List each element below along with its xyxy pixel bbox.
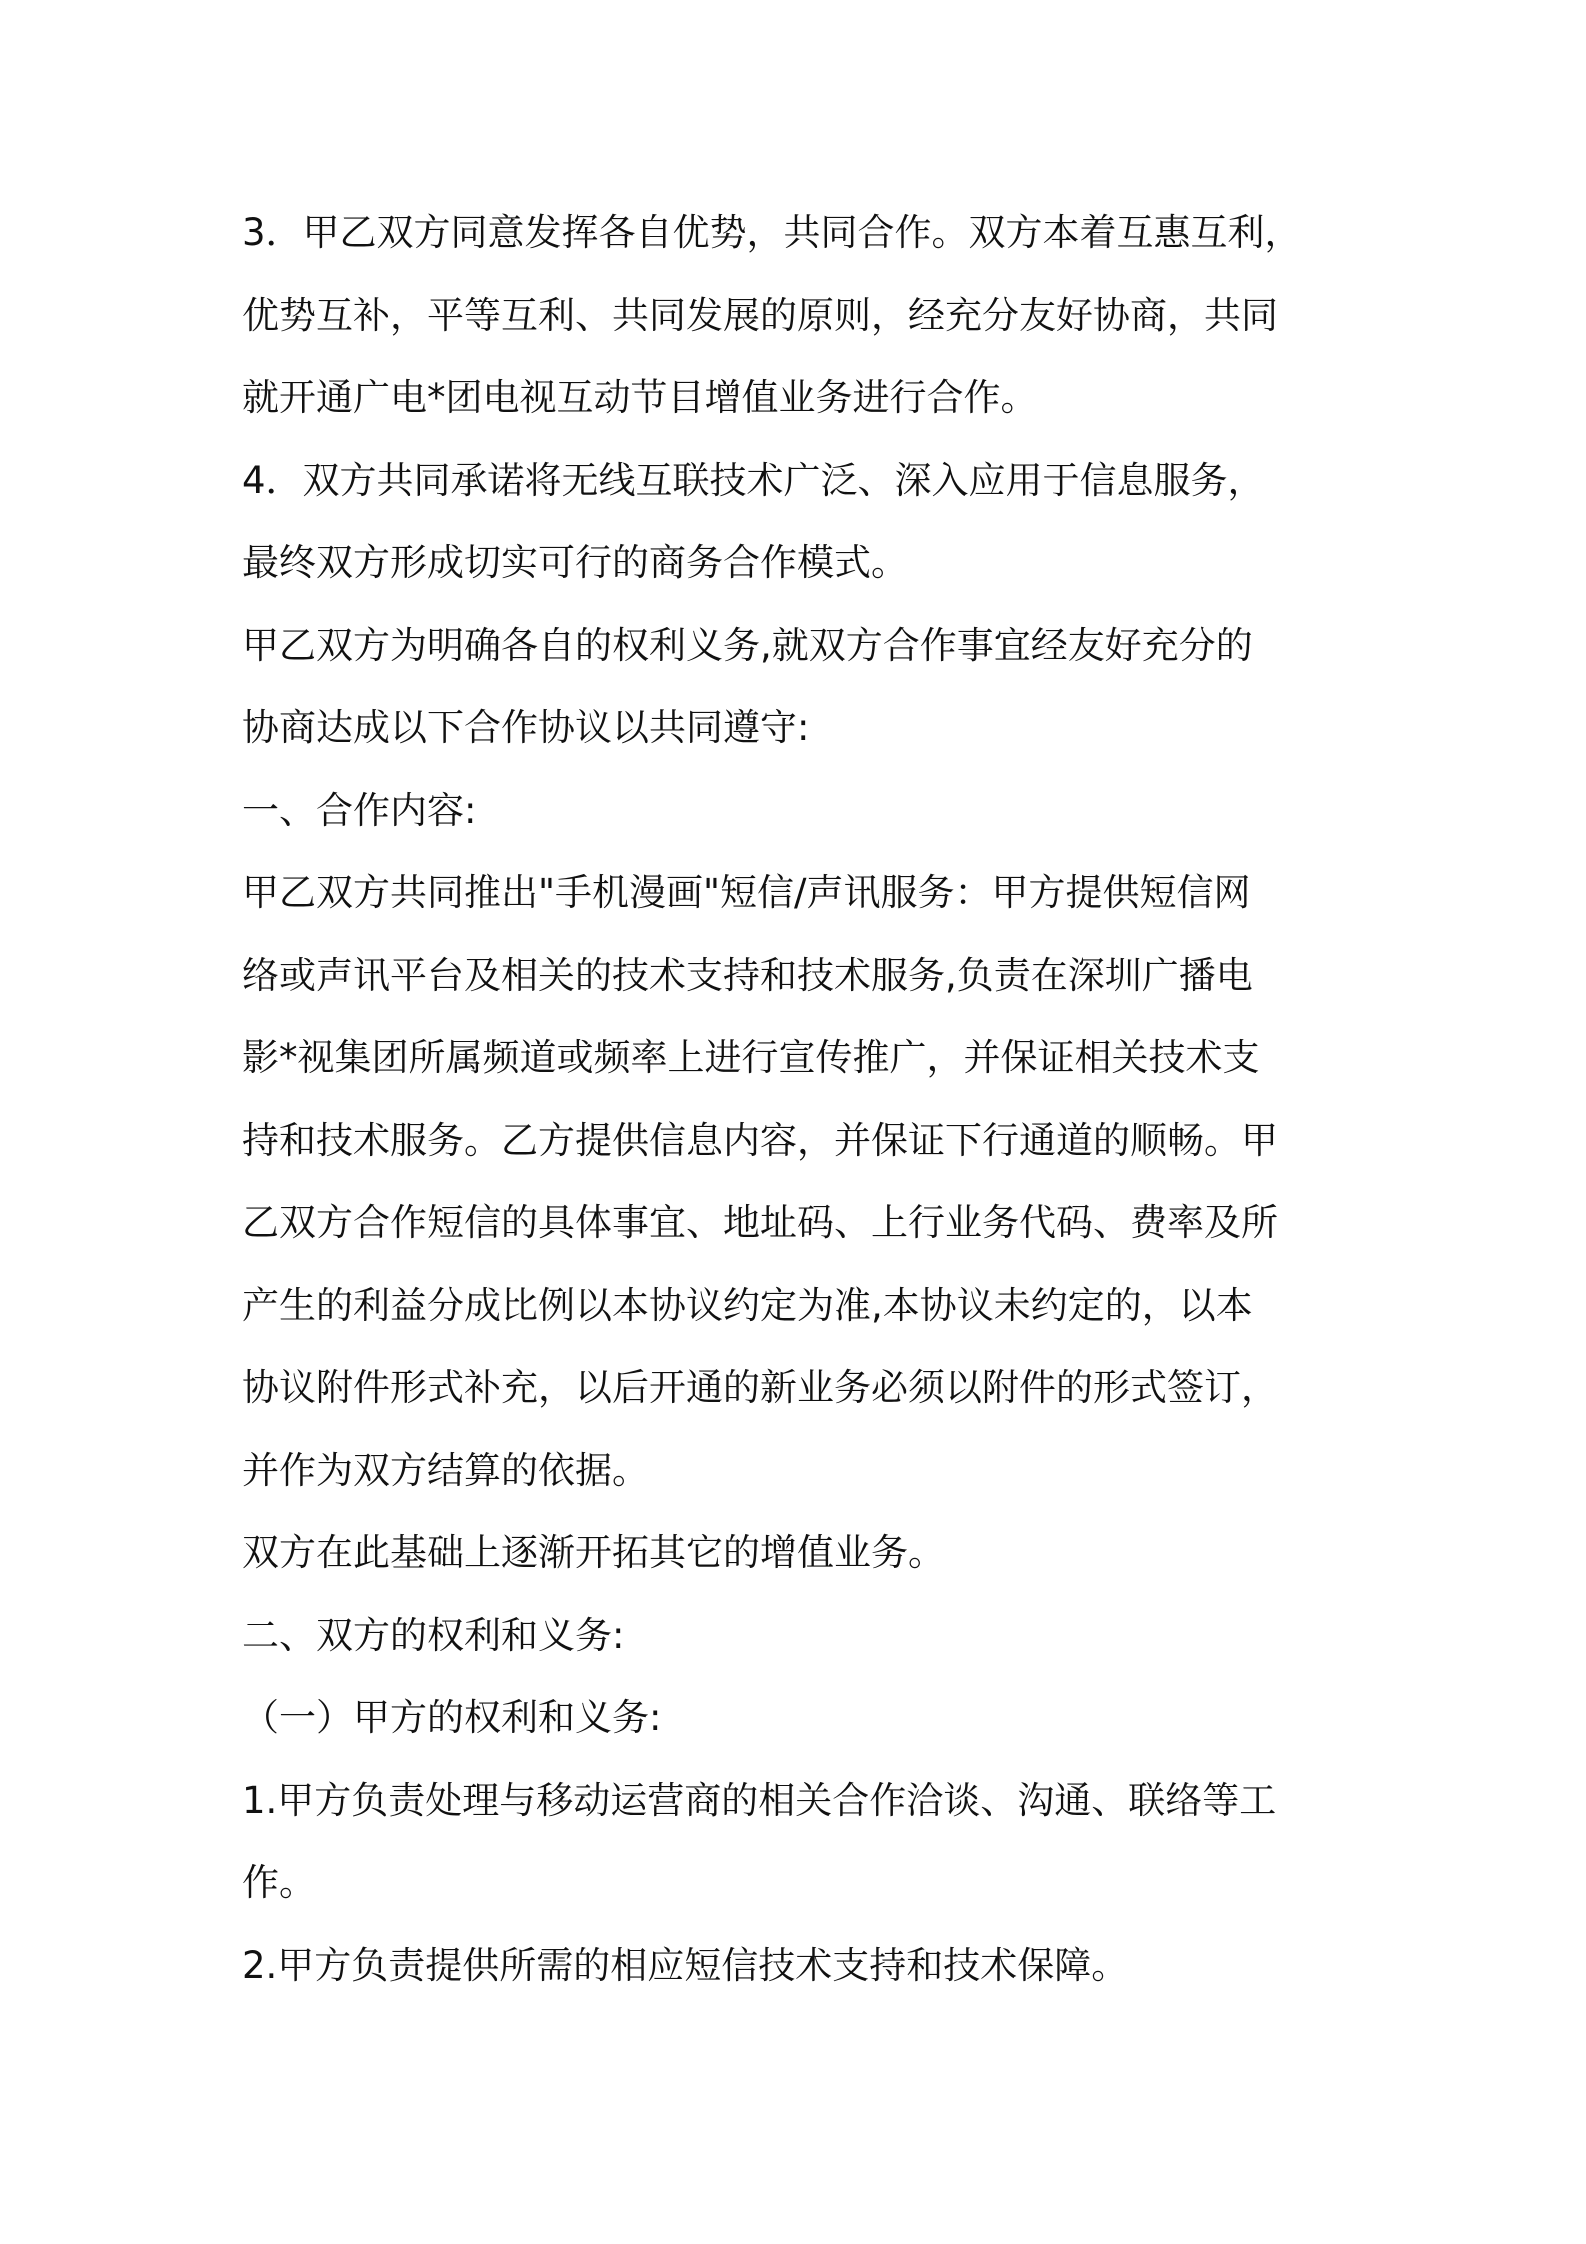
text-line: 乙双方合作短信的具体事宜、地址码、上行业务代码、费率及所 xyxy=(242,1201,1278,1244)
text-line: 2.甲方负责提供所需的相应短信技术支持和技术保障。 xyxy=(242,1943,1129,1987)
text-line: 持和技术服务。乙方提供信息内容，并保证下行通道的顺畅。甲 xyxy=(242,1118,1278,1162)
text-line: 产生的利益分成比例以本协议约定为准,本协议未约定的，以本 xyxy=(242,1283,1253,1327)
text-line: 1.甲方负责处理与移动运营商的相关合作洽谈、沟通、联络等工 xyxy=(242,1778,1277,1822)
text-line: 协商达成以下合作协议以共同遵守: xyxy=(242,706,810,749)
section-heading: 二、双方的权利和义务: xyxy=(242,1613,625,1657)
text-line: 4．双方共同承诺将无线互联技术广泛、深入应用于信息服务， xyxy=(242,458,1265,502)
text-line: 双方在此基础上逐渐开拓其它的增值业务。 xyxy=(242,1531,945,1574)
document-body xyxy=(242,192,1352,2007)
section-heading: 一、合作内容: xyxy=(242,788,477,832)
text-line: 作。 xyxy=(242,1861,316,1904)
text-line: 3．甲乙双方同意发挥各自优势，共同合作。双方本着互惠互利， xyxy=(242,211,1302,254)
text-line: 并作为双方结算的依据。 xyxy=(242,1448,649,1492)
subsection-heading: （一）甲方的权利和义务: xyxy=(242,1696,662,1739)
text-line: 络或声讯平台及相关的技术支持和技术服务,负责在深圳广播电 xyxy=(242,953,1253,997)
text-line: 最终双方形成切实可行的商务合作模式。 xyxy=(242,541,908,584)
text-line: 就开通广电*团电视互动节目增值业务进行合作。 xyxy=(242,376,1038,419)
text-line: 优势互补，平等互利、共同发展的原则，经充分友好协商，共同 xyxy=(242,293,1278,337)
text-line: 甲乙双方为明确各自的权利义务,就双方合作事宜经友好充分的 xyxy=(242,623,1253,667)
text-line: 甲乙双方共同推出"手机漫画"短信/声讯服务：甲方提供短信网 xyxy=(242,871,1251,914)
text-line: 协议附件形式补充，以后开通的新业务必须以附件的形式签订， xyxy=(242,1366,1278,1409)
text-line: 影*视集团所属频道或频率上进行宣传推广，并保证相关技术支 xyxy=(242,1036,1260,1079)
